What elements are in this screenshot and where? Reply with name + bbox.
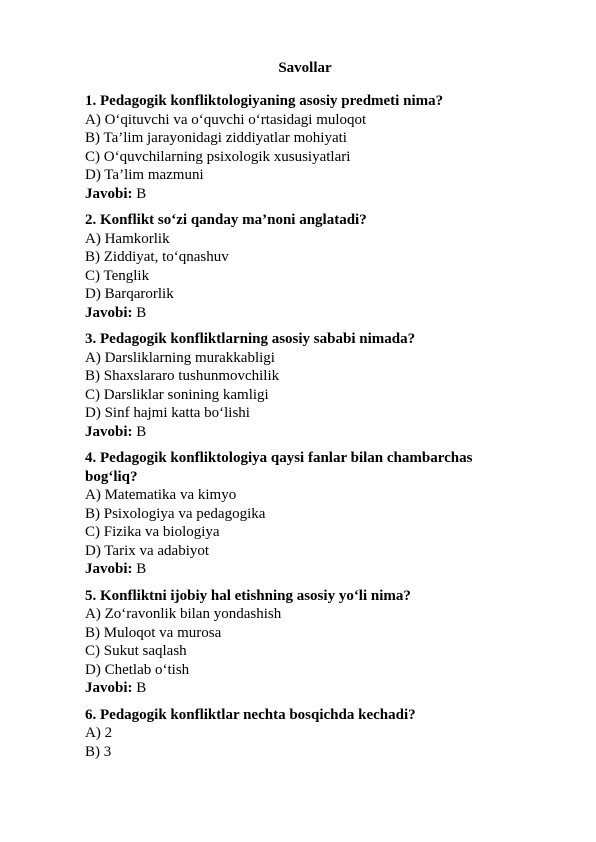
answer-line	[85, 185, 525, 204]
option-a: A) Matematika va kimyo	[85, 487, 237, 503]
document-page	[85, 58, 525, 769]
question-text: 4. Pedagogik konfliktologiya qaysi fanlar bilan chambarchas bog‘liq?	[85, 450, 473, 485]
question-text: 6. Pedagogik konfliktlar nechta bosqichda kechadi?	[85, 706, 416, 723]
option-a: A) O‘qituvchi va o‘quvchi o‘rtasidagi muloqot	[85, 111, 367, 128]
question-text: 2. Konflikt so‘zi qanday ma’noni anglatadi?	[85, 212, 367, 228]
option-c: C) Fizika va biologiya	[85, 524, 220, 540]
question-5	[85, 587, 525, 698]
question-text: 1. Pedagogik konfliktologiyaning asosiy predmeti nima?	[85, 93, 444, 109]
question-1	[85, 92, 525, 203]
option-d: D) Sinf hajmi katta bo‘lishi	[85, 405, 250, 421]
answer-line	[85, 304, 525, 323]
question-2	[85, 211, 525, 322]
question-text: 5. Konfliktni ijobiy hal etishning asosiy yo‘li nima?	[85, 587, 411, 604]
option-b: B) Shaxslararo tushunmovchilik	[85, 368, 280, 384]
answer-line	[85, 423, 525, 442]
option-b: B) Psixologiya va pedagogika	[85, 505, 266, 522]
answer-value: B	[136, 304, 147, 321]
page-title: Savollar	[278, 60, 332, 76]
option-d: D) Chetlab o‘tish	[85, 661, 190, 678]
answer-value: B	[136, 561, 147, 577]
option-d: D) Tarix va adabiyot	[85, 542, 210, 559]
option-b: B) Muloqot va murosa	[85, 624, 222, 641]
answer-label: Javobi:	[85, 680, 133, 696]
answer-label: Javobi:	[85, 423, 133, 440]
answer-label: Javobi:	[85, 304, 133, 321]
option-c: C) O‘quvchilarning psixologik xususiyatlari	[85, 148, 351, 165]
option-a: A) 2	[85, 725, 113, 741]
option-b: B) Ta’lim jarayonidagi ziddiyatlar mohiyati	[85, 130, 347, 146]
answer-value: B	[136, 680, 147, 696]
answer-value: B	[136, 185, 147, 202]
option-d: D) Barqarorlik	[85, 286, 174, 302]
option-a: A) Zo‘ravonlik bilan yondashish	[85, 606, 282, 622]
answer-label: Javobi:	[85, 185, 133, 202]
option-a: A) Darsliklarning murakkabligi	[85, 349, 275, 366]
answer-label: Javobi:	[85, 561, 133, 577]
option-c: C) Sukut saqlash	[85, 643, 187, 659]
option-c: C) Darsliklar sonining kamligi	[85, 386, 269, 403]
question-3	[85, 330, 525, 441]
answer-line	[85, 679, 525, 698]
option-b: B) 3	[85, 743, 112, 760]
question-6	[85, 706, 525, 762]
option-c: C) Tenglik	[85, 267, 150, 284]
question-4	[85, 449, 525, 579]
answer-line	[85, 560, 525, 579]
option-a: A) Hamkorlik	[85, 230, 170, 247]
question-text: 3. Pedagogik konfliktlarning asosiy sababi nimada?	[85, 331, 416, 347]
option-b: B) Ziddiyat, to‘qnashuv	[85, 249, 229, 265]
answer-value: B	[136, 423, 147, 440]
option-d: D) Ta’lim mazmuni	[85, 167, 204, 183]
